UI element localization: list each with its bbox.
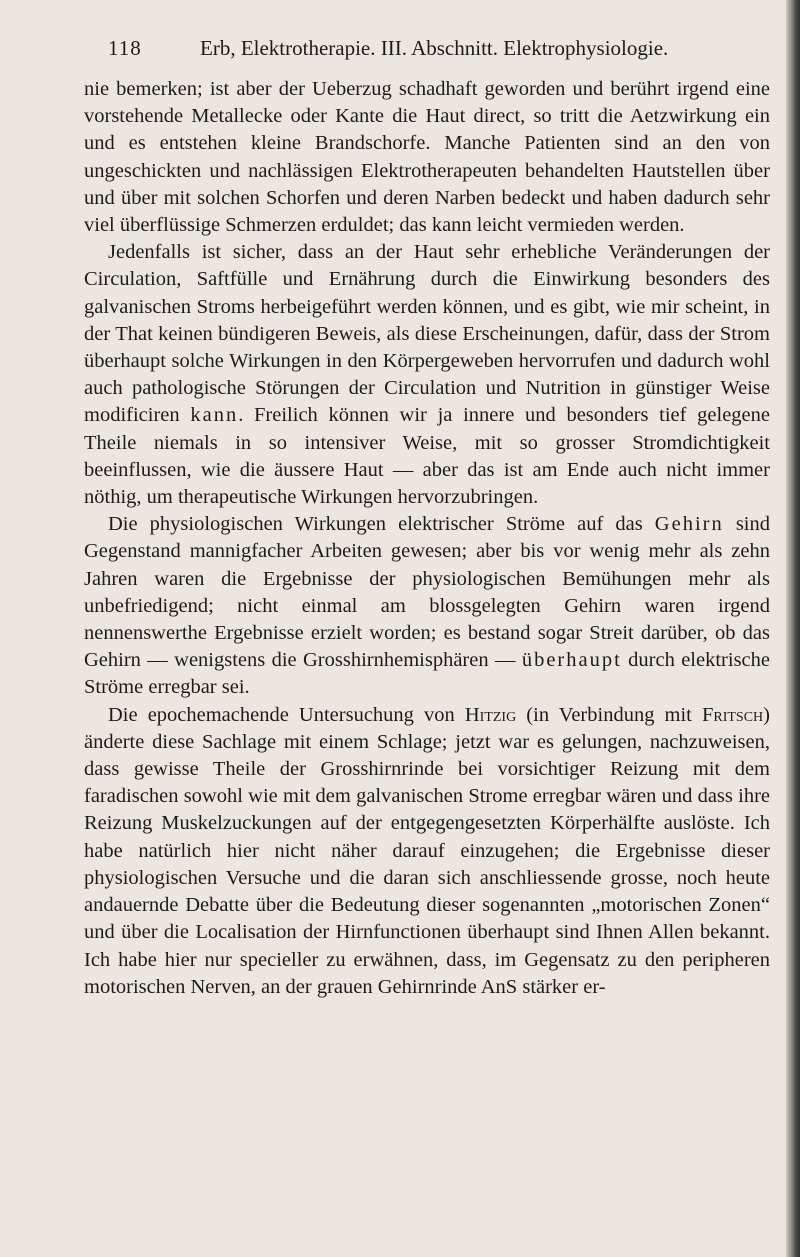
emphasis-ueberhaupt: überhaupt xyxy=(521,649,622,672)
book-gutter-edge xyxy=(786,0,800,1257)
page-number: 118 xyxy=(108,36,142,60)
author-name-hitzig: Hitzig xyxy=(464,703,517,726)
emphasis-kann: kann xyxy=(190,404,239,427)
emphasis-gehirn: Gehirn xyxy=(654,513,724,536)
paragraph-1: nie bemerken; ist aber der Ueberzug schadhaft geworden und berührt irgend eine vorstehende Metallecke oder Kante die Haut direct, so tritt die Aetzwirkung ein und es entstehen kleine Brandschorfe. Manche Patienten sind an den von ungeschickten und nachlässigen Elektrotherapeuten behandelten Hautstellen über und über mit solchen Schorfen und deren Narben bedeckt und haben dadurch sehr viel überflüssige Schmerzen erduldet; das kann leicht vermieden werden. xyxy=(84,78,770,237)
paragraph-4-text-b: (in Verbindung mit xyxy=(516,703,702,726)
paragraph-3-text-b: sind Gegenstand mannigfacher Arbeiten gewesen; aber bis vor wenig mehr als zehn Jahren waren die Ergebnisse der physiologischen Bemühungen mehr als unbefriedigend; nicht einmal am blossgelegten Gehirn waren irgend nennenswerthe Ergebnisse erzielt worden; es bestand sogar Streit darüber, ob das Gehirn — wenigstens die Grosshirnhemisphären — xyxy=(84,513,770,672)
paragraph-3-text-a: Die physiologischen Wirkungen elektrischer Ströme auf das xyxy=(108,513,655,536)
paragraph-3 xyxy=(84,511,770,701)
paragraph-2-text-b: . Freilich können wir ja innere und besonders tief gelegene Theile niemals in so intensiver Weise, mit so grosser Stromdichtigkeit beeinflussen, wie die äussere Haut — aber das ist am Ende auch nicht immer nöthig, um therapeutische Wirkungen hervorzubringen. xyxy=(84,404,770,509)
paragraph-4 xyxy=(84,702,770,1001)
running-title: Erb, Elektrotherapie. III. Abschnitt. Elektrophysiologie. xyxy=(200,36,669,60)
paragraph-2 xyxy=(84,239,770,511)
author-name-fritsch: Fritsch xyxy=(701,703,764,726)
paragraph-4-text-c: ) änderte diese Sachlage mit einem Schlage; jetzt war es gelungen, nachzuweisen, dass gewisse Theile der Grosshirnrinde bei vorsichtiger Reizung mit dem faradischen sowohl wie mit dem galvanischen Strome erregbar wären und dass ihre Reizung Muskelzuckungen auf der entgegengesetzten Körperhälfte auslöste. Ich habe natürlich hier nicht näher darauf einzugehen; die Ergebnisse dieser physiologischen Versuche und die daran sich anschliessende grosse, noch heute andauernde Debatte über die Bedeutung dieser sogenannten „motorischen Zonen“ und über die Localisation der Hirnfunctionen überhaupt sind Ihnen Allen bekannt. Ich habe hier nur specieller zu erwähnen, dass, im Gegensatz zu den peripheren motorischen Nerven, an der grauen Gehirnrinde AnS stärker er- xyxy=(84,703,770,998)
paragraph-3-text-c: durch elektrische Ströme erregbar sei. xyxy=(84,649,770,699)
page-header xyxy=(108,36,768,61)
paragraph-4-text-a: Die epochemachende Untersuchung von xyxy=(108,703,465,726)
body-text xyxy=(84,76,770,1001)
paragraph-2-text-a: Jedenfalls ist sicher, dass an der Haut sehr erhebliche Veränderungen der Circulation, Saftfülle und Ernährung durch die Einwirkung besonders des galvanischen Stroms herbeigeführt werden können, und es gibt, wie mir scheint, in der That keinen bündigeren Beweis, als diese Erscheinungen, dafür, dass der Strom überhaupt solche Wirkungen in den Körpergeweben hervorrufen und dadurch wohl auch pathologische Störungen der Circulation und Nutrition in günstiger Weise modificiren xyxy=(84,241,770,427)
